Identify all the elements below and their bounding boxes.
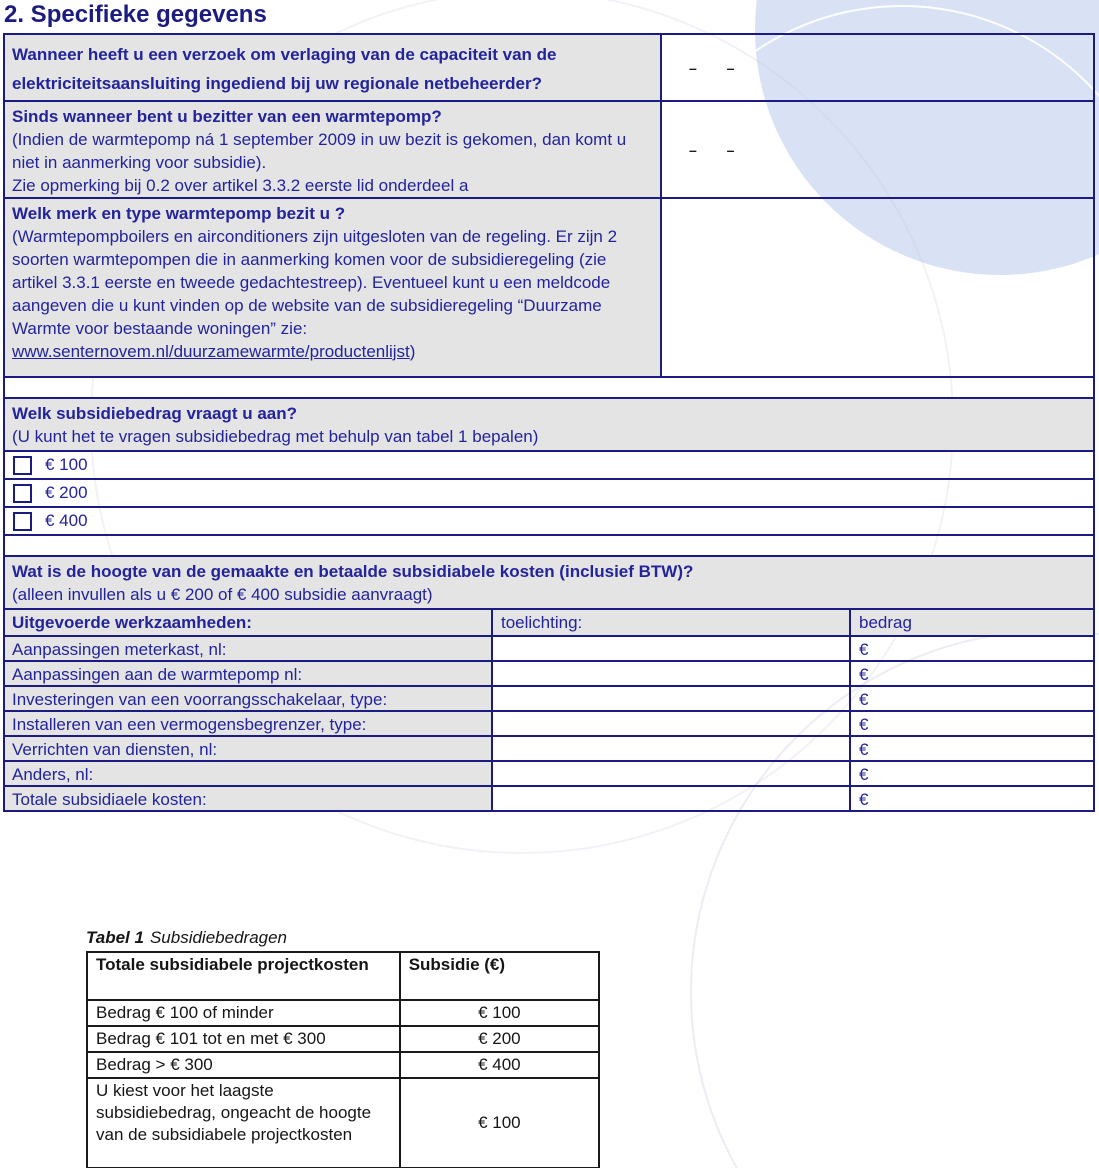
checkbox-200[interactable] xyxy=(13,484,32,503)
column-header-toelichting: toelichting: xyxy=(493,610,851,635)
column-header-werkzaamheden: Uitgevoerde werkzaamheden: xyxy=(5,610,493,635)
question-text-bezitter xyxy=(5,102,662,197)
toelichting-field[interactable] xyxy=(493,637,851,660)
subsidy-heading-cell xyxy=(5,399,1093,450)
tabel1-subsidie: € 100 xyxy=(400,1078,599,1168)
euro-sign: € xyxy=(859,740,869,759)
costs-heading-row xyxy=(5,555,1093,608)
euro-sign: € xyxy=(859,640,869,659)
cost-label: Investeringen van een voorrangsschakelaar, type: xyxy=(5,687,493,710)
euro-sign: € xyxy=(859,790,869,809)
tabel1-caption xyxy=(86,928,600,948)
checkbox-100[interactable] xyxy=(13,456,32,475)
subsidy-option-row-200 xyxy=(5,478,1093,506)
tabel1-subsidie: € 400 xyxy=(400,1052,599,1078)
euro-sign: € xyxy=(859,690,869,709)
tabel1-section xyxy=(86,928,600,1168)
subsidy-heading-row xyxy=(5,397,1093,450)
bedrag-field[interactable] xyxy=(851,662,1093,685)
tabel1-header-subsidie: Subsidie (€) xyxy=(400,952,599,1000)
tabel1-subsidie: € 200 xyxy=(400,1026,599,1052)
question-note xyxy=(12,225,650,363)
cost-label: Anders, nl: xyxy=(5,762,493,785)
bedrag-field[interactable] xyxy=(851,637,1093,660)
column-header-bedrag: bedrag xyxy=(851,610,1093,635)
toelichting-field[interactable] xyxy=(493,762,851,785)
euro-sign: € xyxy=(859,665,869,684)
answer-field-capaciteit-datum[interactable] xyxy=(662,35,1093,100)
subsidy-heading: Welk subsidiebedrag vraagt u aan? xyxy=(12,404,297,423)
checkbox-400[interactable] xyxy=(13,512,32,531)
toelichting-field[interactable] xyxy=(493,712,851,735)
costs-heading: Wat is de hoogte van de gemaakte en betaalde subsidiabele kosten (inclusief BTW)? xyxy=(12,562,694,581)
subsidy-subheading: (U kunt het te vragen subsidiebedrag met behulp van tabel 1 bepalen) xyxy=(12,427,539,446)
euro-sign: € xyxy=(859,715,869,734)
spacer-row xyxy=(5,376,1093,397)
tabel1-kosten: U kiest voor het laagste subsidiebedrag, ongeacht de hoogte van de subsidiabele projectkosten xyxy=(87,1078,400,1168)
tabel1 xyxy=(86,951,600,1168)
cost-row-totaal xyxy=(5,785,1093,810)
question-note-text: (Warmtepompboilers en airconditioners zijn uitgesloten van de regeling. Er zijn 2 soorten warmtepompen die in aanmerking komen voor de subsidieregeling (zie artikel 3.3.1 eerste en tweede gedachtestreep). Eventueel kunt u een meldcode aangeven die u kunt vinden op de website van de subsidieregeling “Duurzame Warmte voor bestaande woningen” zie: xyxy=(12,227,618,338)
cost-row-meterkast xyxy=(5,635,1093,660)
checkbox-label-200: € 200 xyxy=(45,483,88,502)
tabel1-row-1 xyxy=(87,1000,599,1026)
toelichting-field[interactable] xyxy=(493,662,851,685)
bedrag-field[interactable] xyxy=(851,737,1093,760)
tabel1-subsidie: € 100 xyxy=(400,1000,599,1026)
cost-label: Verrichten van diensten, nl: xyxy=(5,737,493,760)
tabel1-row-4 xyxy=(87,1078,599,1168)
spacer-row xyxy=(5,534,1093,555)
cost-label: Installeren van een vermogensbegrenzer, type: xyxy=(5,712,493,735)
toelichting-field[interactable] xyxy=(493,737,851,760)
cost-row-anders xyxy=(5,760,1093,785)
euro-sign: € xyxy=(859,765,869,784)
cost-row-voorrangsschakelaar xyxy=(5,685,1093,710)
bedrag-field[interactable] xyxy=(851,687,1093,710)
answer-field-merk-type[interactable] xyxy=(662,199,1093,376)
costs-heading-cell xyxy=(5,557,1093,608)
answer-field-bezitter-datum[interactable] xyxy=(662,102,1093,197)
costs-column-header-row xyxy=(5,608,1093,635)
checkbox-label-400: € 400 xyxy=(45,511,88,530)
question-text-capaciteit: Wanneer heeft u een verzoek om verlaging van de capaciteit van de elektriciteitsaansluiting ingediend bij uw regionale netbeheerder? xyxy=(5,35,662,100)
cost-label: Aanpassingen aan de warmtepomp nl: xyxy=(5,662,493,685)
question-row-merk-type xyxy=(5,197,1093,376)
cost-label: Totale subsidiaele kosten: xyxy=(5,787,493,810)
tabel1-row-2 xyxy=(87,1026,599,1052)
tabel1-caption-text: Subsidiebedragen xyxy=(149,928,288,947)
link-suffix: ) xyxy=(409,342,416,361)
question-note: Zie opmerking bij 0.2 over artikel 3.3.2 eerste lid onderdeel a xyxy=(12,176,469,195)
question-bold-line: Sinds wanneer bent u bezitter van een warmtepomp? xyxy=(12,107,442,126)
subsidy-option-row-400 xyxy=(5,506,1093,534)
bedrag-field[interactable] xyxy=(851,712,1093,735)
question-row-capaciteit xyxy=(5,35,1093,100)
tabel1-caption-number: Tabel 1 xyxy=(86,928,144,947)
tabel1-kosten: Bedrag € 101 tot en met € 300 xyxy=(87,1026,400,1052)
toelichting-field[interactable] xyxy=(493,687,851,710)
date-placeholder: – – xyxy=(689,59,735,76)
tabel1-row-3 xyxy=(87,1052,599,1078)
cost-label: Aanpassingen meterkast, nl: xyxy=(5,637,493,660)
tabel1-kosten: Bedrag € 100 of minder xyxy=(87,1000,400,1026)
question-text-merk-type xyxy=(5,199,662,376)
bedrag-field[interactable] xyxy=(851,762,1093,785)
cost-row-diensten xyxy=(5,735,1093,760)
cost-row-warmtepomp xyxy=(5,660,1093,685)
checkbox-label-100: € 100 xyxy=(45,455,88,474)
question-bold-line: Welk merk en type warmtepomp bezit u ? xyxy=(12,204,346,223)
tabel1-kosten: Bedrag > € 300 xyxy=(87,1052,400,1078)
date-placeholder: – – xyxy=(689,141,735,158)
cost-row-vermogensbegrenzer xyxy=(5,710,1093,735)
tabel1-header-row xyxy=(87,952,599,1000)
main-form-table xyxy=(3,33,1095,812)
subsidy-option-row-100 xyxy=(5,450,1093,478)
tabel1-header-kosten: Totale subsidiabele projectkosten xyxy=(87,952,400,1000)
costs-subheading: (alleen invullen als u € 200 of € 400 subsidie aanvraagt) xyxy=(12,585,433,604)
page-title: 2. Specifieke gegevens xyxy=(4,1,267,28)
question-row-bezitter xyxy=(5,100,1093,197)
bedrag-field[interactable] xyxy=(851,787,1093,810)
toelichting-field[interactable] xyxy=(493,787,851,810)
productenlijst-link[interactable]: www.senternovem.nl/duurzamewarmte/productenlijst xyxy=(12,342,410,361)
question-note: (Indien de warmtepomp ná 1 september 2009 in uw bezit is gekomen, dan komt u niet in aanmerking voor subsidie). xyxy=(12,130,627,172)
